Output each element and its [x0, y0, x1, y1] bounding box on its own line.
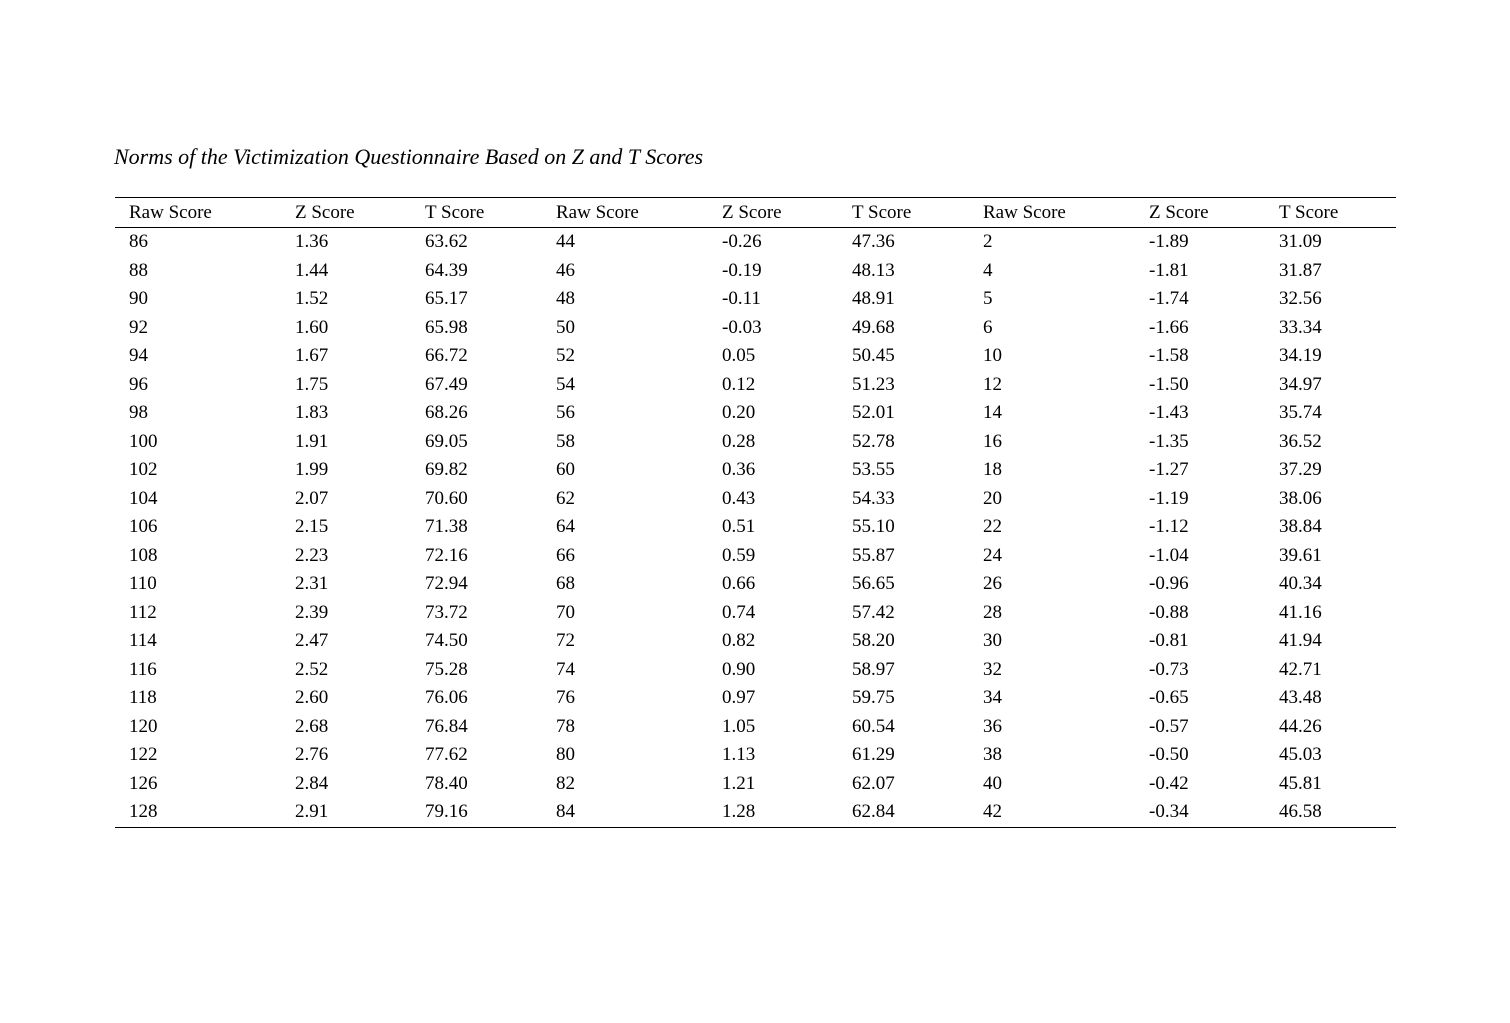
table-cell: 54.33 — [852, 487, 895, 509]
table-cell: 34.19 — [1279, 345, 1322, 367]
table-cell: 58 — [556, 430, 575, 452]
table-cell: 1.13 — [722, 744, 756, 766]
table-cell: -1.04 — [1149, 544, 1189, 566]
table-cell: 39.61 — [1279, 544, 1322, 566]
table-cell: 80 — [556, 744, 575, 766]
table-cell: -0.26 — [722, 231, 762, 253]
table-row — [115, 713, 1396, 742]
table-cell: 79.16 — [425, 798, 556, 827]
table-row — [115, 627, 1396, 656]
table-cell: 12 — [983, 373, 1002, 395]
column-header: Z Score — [722, 198, 852, 228]
table-cell: -1.50 — [1149, 373, 1189, 395]
table-cell: 0.90 — [722, 658, 756, 680]
table-cell: -0.96 — [1149, 573, 1189, 595]
table-cell: 1.28 — [722, 798, 852, 827]
table-cell: 35.74 — [1279, 402, 1322, 424]
table-row — [115, 428, 1396, 457]
table-cell: 52 — [556, 345, 575, 367]
table-cell: 2.76 — [295, 744, 329, 766]
table-cell: -0.81 — [1149, 630, 1189, 652]
table-cell: 2.47 — [295, 630, 329, 652]
table-cell: 0.28 — [722, 430, 756, 452]
table-cell: 106 — [129, 516, 158, 538]
table-cell: 31.87 — [1279, 259, 1322, 281]
table-cell: 57.42 — [852, 601, 895, 623]
table-cell: 74 — [556, 658, 575, 680]
table-cell: 18 — [983, 459, 1002, 481]
table-row — [115, 257, 1396, 286]
table-cell: 41.16 — [1279, 601, 1322, 623]
table-cell: 43.48 — [1279, 687, 1322, 709]
table-cell: 76 — [556, 687, 575, 709]
table-cell: 73.72 — [425, 601, 468, 623]
table-cell: 2.39 — [295, 601, 329, 623]
table-cell: 70.60 — [425, 487, 468, 509]
table-cell: 31.09 — [1279, 231, 1322, 253]
table-cell: 32 — [983, 658, 1002, 680]
table-cell: 2.52 — [295, 658, 329, 680]
table-cell: 86 — [129, 231, 148, 253]
table-cell: -0.50 — [1149, 744, 1189, 766]
table-cell: 90 — [129, 288, 148, 310]
table-cell: 62 — [556, 487, 575, 509]
table-cell: 46.58 — [1279, 798, 1396, 827]
table-cell: 44.26 — [1279, 715, 1322, 737]
table-cell: 48 — [556, 288, 575, 310]
table-cell: 72.94 — [425, 573, 468, 595]
table-cell: 55.87 — [852, 544, 895, 566]
table-cell: 28 — [983, 601, 1002, 623]
table-cell: 2.23 — [295, 544, 329, 566]
table-cell: 2.15 — [295, 516, 329, 538]
table-row — [115, 656, 1396, 685]
table-cell: 0.05 — [722, 345, 756, 367]
table-cell: 6 — [983, 316, 993, 338]
table-cell: 52.01 — [852, 402, 895, 424]
table-cell: 54 — [556, 373, 575, 395]
table-cell: 41.94 — [1279, 630, 1322, 652]
table-cell: 74.50 — [425, 630, 468, 652]
table-cell: 53.55 — [852, 459, 895, 481]
table-row — [115, 314, 1396, 343]
table-row — [115, 570, 1396, 599]
table-cell: 58.20 — [852, 630, 895, 652]
table-cell: 71.38 — [425, 516, 468, 538]
table-cell: 0.43 — [722, 487, 756, 509]
table-cell: -1.27 — [1149, 459, 1189, 481]
table-row — [115, 342, 1396, 371]
table-cell: 64.39 — [425, 259, 468, 281]
table-cell: 69.82 — [425, 459, 468, 481]
table-cell: 20 — [983, 487, 1002, 509]
table-cell: 38 — [983, 744, 1002, 766]
table-cell: 26 — [983, 573, 1002, 595]
column-header: Z Score — [1149, 198, 1279, 228]
norms-table — [115, 197, 1396, 828]
table-cell: 66.72 — [425, 345, 468, 367]
table-cell: 14 — [983, 402, 1002, 424]
column-header: T Score — [1279, 198, 1396, 228]
table-cell: 2.84 — [295, 772, 329, 794]
table-cell: 52.78 — [852, 430, 895, 452]
table-cell: 50 — [556, 316, 575, 338]
table-cell: 65.98 — [425, 316, 468, 338]
table-row — [115, 770, 1396, 799]
table-cell: 22 — [983, 516, 1002, 538]
table-cell: 94 — [129, 345, 148, 367]
table-cell: 0.51 — [722, 516, 756, 538]
table-caption: Norms of the Victimization Questionnaire Based on Z and T Scores — [114, 144, 704, 169]
table-cell: 2.31 — [295, 573, 329, 595]
table-cell: 1.91 — [295, 430, 329, 452]
table-cell: 114 — [129, 630, 157, 652]
table-cell: 56.65 — [852, 573, 895, 595]
table-cell: 77.62 — [425, 744, 468, 766]
table-cell: -0.88 — [1149, 601, 1189, 623]
table-cell: 24 — [983, 544, 1002, 566]
table-cell: 58.97 — [852, 658, 895, 680]
table-cell: 55.10 — [852, 516, 895, 538]
table-cell: 88 — [129, 259, 148, 281]
table-cell: 75.28 — [425, 658, 468, 680]
table-cell: 92 — [129, 316, 148, 338]
table-cell: 82 — [556, 772, 575, 794]
table-cell: 1.52 — [295, 288, 329, 310]
table-cell: 2.07 — [295, 487, 329, 509]
table-cell: 0.36 — [722, 459, 756, 481]
table-cell: -1.81 — [1149, 259, 1189, 281]
table-cell: -1.74 — [1149, 288, 1189, 310]
table-header-row — [115, 198, 1396, 228]
table-cell: 110 — [129, 573, 157, 595]
column-header: T Score — [852, 198, 983, 228]
table-row — [115, 371, 1396, 400]
table-cell: 42.71 — [1279, 658, 1322, 680]
table-cell: -1.12 — [1149, 516, 1189, 538]
table-cell: -1.58 — [1149, 345, 1189, 367]
table-cell: 36.52 — [1279, 430, 1322, 452]
table-cell: -0.65 — [1149, 687, 1189, 709]
table-cell: 48.91 — [852, 288, 895, 310]
column-header: Raw Score — [115, 198, 295, 228]
column-header: Raw Score — [556, 198, 722, 228]
table-cell: 16 — [983, 430, 1002, 452]
table-row — [115, 228, 1396, 257]
table-cell: 1.75 — [295, 373, 329, 395]
table-cell: 76.06 — [425, 687, 468, 709]
table-cell: 72.16 — [425, 544, 468, 566]
table-cell: 44 — [556, 231, 575, 253]
column-header: Raw Score — [983, 198, 1149, 228]
table-cell: -1.66 — [1149, 316, 1189, 338]
table-cell: 61.29 — [852, 744, 895, 766]
column-header: Z Score — [295, 198, 425, 228]
table-cell: 68.26 — [425, 402, 468, 424]
table-cell: 30 — [983, 630, 1002, 652]
table-cell: -0.19 — [722, 259, 762, 281]
table-cell: 122 — [129, 744, 158, 766]
table-cell: 1.44 — [295, 259, 329, 281]
table-cell: 60 — [556, 459, 575, 481]
table-cell: 5 — [983, 288, 993, 310]
table-cell: 56 — [556, 402, 575, 424]
table-cell: 68 — [556, 573, 575, 595]
table-cell: 1.60 — [295, 316, 329, 338]
table-cell: -1.19 — [1149, 487, 1189, 509]
table-cell: 67.49 — [425, 373, 468, 395]
table-cell: -0.42 — [1149, 772, 1189, 794]
table-cell: 4 — [983, 259, 993, 281]
table-cell: 46 — [556, 259, 575, 281]
table-row — [115, 285, 1396, 314]
table-cell: 36 — [983, 715, 1002, 737]
table-cell: 64 — [556, 516, 575, 538]
table-cell: 100 — [129, 430, 158, 452]
table-cell: -0.73 — [1149, 658, 1189, 680]
table-cell: -1.89 — [1149, 231, 1189, 253]
table-row — [115, 513, 1396, 542]
table-cell: 34 — [983, 687, 1002, 709]
table-cell: -0.34 — [1149, 798, 1279, 827]
table-cell: -1.35 — [1149, 430, 1189, 452]
table-cell: 72 — [556, 630, 575, 652]
table-cell: -0.11 — [722, 288, 761, 310]
table-cell: 40.34 — [1279, 573, 1322, 595]
table-cell: 112 — [129, 601, 157, 623]
table-cell: 32.56 — [1279, 288, 1322, 310]
table-cell: 78.40 — [425, 772, 468, 794]
table-cell: 116 — [129, 658, 157, 680]
table-body — [115, 228, 1396, 828]
table-row — [115, 542, 1396, 571]
table-cell: 45.03 — [1279, 744, 1322, 766]
table-cell: 0.74 — [722, 601, 756, 623]
table-cell: 45.81 — [1279, 772, 1322, 794]
table-row — [115, 741, 1396, 770]
table-cell: 49.68 — [852, 316, 895, 338]
table-cell: 33.34 — [1279, 316, 1322, 338]
table-cell: 62.84 — [852, 798, 983, 827]
table-cell: 63.62 — [425, 231, 468, 253]
table-cell: 37.29 — [1279, 459, 1322, 481]
table-cell: 2.91 — [295, 798, 425, 827]
table-cell: 1.21 — [722, 772, 756, 794]
table-cell: 1.83 — [295, 402, 329, 424]
table-cell: -0.57 — [1149, 715, 1189, 737]
table-cell: -0.03 — [722, 316, 762, 338]
table-cell: 42 — [983, 798, 1149, 827]
table-cell: 0.12 — [722, 373, 756, 395]
table-cell: 51.23 — [852, 373, 895, 395]
table-cell: 40 — [983, 772, 1002, 794]
table-cell: 2.68 — [295, 715, 329, 737]
table-row — [115, 798, 1396, 827]
table-cell: 98 — [129, 402, 148, 424]
table-cell: 1.05 — [722, 715, 756, 737]
table-row — [115, 399, 1396, 428]
table-cell: 104 — [129, 487, 158, 509]
table-cell: 66 — [556, 544, 575, 566]
table-cell: 120 — [129, 715, 158, 737]
table-row — [115, 684, 1396, 713]
table-cell: 0.82 — [722, 630, 756, 652]
table-cell: 96 — [129, 373, 148, 395]
table-cell: 118 — [129, 687, 157, 709]
table-cell: 1.99 — [295, 459, 329, 481]
table-cell: 78 — [556, 715, 575, 737]
table-cell: 34.97 — [1279, 373, 1322, 395]
table-cell: 38.84 — [1279, 516, 1322, 538]
table-cell: 62.07 — [852, 772, 895, 794]
table-row — [115, 599, 1396, 628]
table-cell: 102 — [129, 459, 158, 481]
table-cell: 128 — [115, 798, 295, 827]
table-cell: 126 — [129, 772, 158, 794]
table-cell: 76.84 — [425, 715, 468, 737]
table-row — [115, 456, 1396, 485]
table-cell: 59.75 — [852, 687, 895, 709]
table-cell: 10 — [983, 345, 1002, 367]
table-cell: 69.05 — [425, 430, 468, 452]
column-header: T Score — [425, 198, 556, 228]
table-cell: 60.54 — [852, 715, 895, 737]
table-cell: 2.60 — [295, 687, 329, 709]
table-cell: 70 — [556, 601, 575, 623]
table-cell: 84 — [556, 798, 722, 827]
table-cell: 108 — [129, 544, 158, 566]
table-cell: 1.36 — [295, 231, 329, 253]
table-row — [115, 485, 1396, 514]
table-cell: 65.17 — [425, 288, 468, 310]
table-cell: 48.13 — [852, 259, 895, 281]
table-cell: 0.59 — [722, 544, 756, 566]
table-cell: 0.97 — [722, 687, 756, 709]
table-cell: 50.45 — [852, 345, 895, 367]
table-cell: 47.36 — [852, 231, 895, 253]
table-cell: 0.20 — [722, 402, 756, 424]
table-cell: 1.67 — [295, 345, 329, 367]
table-cell: -1.43 — [1149, 402, 1189, 424]
table-cell: 2 — [983, 231, 993, 253]
table-cell: 0.66 — [722, 573, 756, 595]
table-cell: 38.06 — [1279, 487, 1322, 509]
